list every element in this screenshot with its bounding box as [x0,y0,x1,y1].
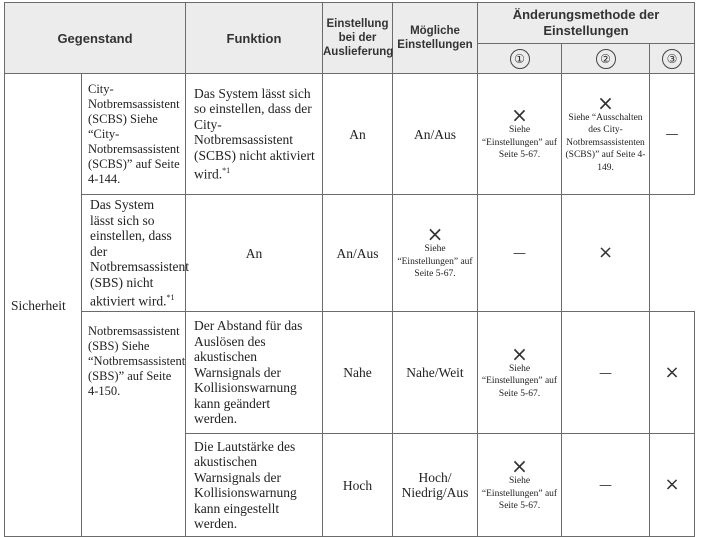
row-function: Die Lautstärke des akustischen Warnsignals der Kollisionswarnung kann eingestellt werden. [186,434,323,537]
row-method-2 [478,195,562,312]
row-method-1 [478,434,562,537]
row-possible: An/Aus [323,195,393,312]
method-1-note: Siehe “Einstellungen” auf Seite 5-67. [481,476,558,512]
cross-icon: × [597,242,614,263]
group-scbs: City-Notbremsassistent (SCBS) Siehe “City-Notbremsassistent (SCBS)” auf Seite 4-144. [82,74,186,195]
row-method-3 [650,74,695,195]
settings-table [4,2,695,537]
dash-icon: — [513,246,526,261]
row-method-1 [393,195,478,312]
method-3-number: ③ [662,49,682,69]
row-default: Hoch [323,434,393,537]
dash-icon: — [665,127,679,142]
section-label: Sicherheit [5,74,82,537]
row-method-2 [562,434,650,537]
table-row [5,74,695,195]
cross-icon: × [511,103,528,128]
header-item: Gegenstand [5,3,186,74]
method-2-note: Siehe “Ausschalten des City-Notbremsassistenten (SCBS)” auf Seite 4-149. [565,112,646,173]
row-possible: Hoch/ Niedrig/Aus [393,434,478,537]
method-2-number: ② [596,49,616,69]
method-1-number: ① [510,49,530,69]
row-default: An [323,74,393,195]
row-possible: An/Aus [393,74,478,195]
method-1-note: Siehe “Einstellungen” auf Seite 5-67. [481,363,558,399]
row-method-2 [562,74,650,195]
row-function: Der Abstand für das Auslösen des akustischen Warnsignals der Kollisionswarnung kann geändert werden. [186,312,323,434]
cross-icon: × [664,361,680,383]
row-default: Nahe [323,312,393,434]
row-default: An [186,195,323,312]
group-sbs: Notbremsassistent (SBS) Siehe “Notbremsassistent (SBS)” auf Seite 4-150. [82,312,186,537]
row-method-3 [650,434,695,537]
header-default-setting: Einstellung bei der Auslieferung [323,3,393,74]
header-method-2 [562,44,650,74]
row-method-3 [650,312,695,434]
row-function: Das System lässt sich so einstellen, dass der City-Notbremsassistent (SCBS) nicht aktiviert wird.$^{*1}$ [186,74,323,195]
row-method-3 [562,195,650,312]
header-possible-settings: Mögliche Einstellungen [393,3,478,74]
dash-icon: — [599,478,612,493]
header-method-3 [650,44,695,74]
table-row [5,312,695,434]
table-row [5,195,695,312]
cross-icon: × [426,222,444,247]
cross-icon: × [597,90,614,115]
cross-icon: × [511,454,528,479]
row-method-1 [478,74,562,195]
method-1-note: Siehe “Einstellungen” auf Seite 5-67. [481,125,558,161]
header-function: Funktion [186,3,323,74]
row-function: Das System lässt sich so einstellen, dass der Notbremsassistent (SBS) nicht aktiviert wird.$^{*1}$ [82,195,186,312]
cross-icon: × [664,474,680,495]
header-change-method: Änderungsmethode der Einstellungen [478,3,695,44]
header-method-1 [478,44,562,74]
row-method-2 [562,312,650,434]
row-method-1 [478,312,562,434]
cross-icon: × [511,341,528,366]
row-possible: Nahe/Weit [393,312,478,434]
method-1-note: Siehe “Einstellungen” auf Seite 5-67. [397,244,473,280]
dash-icon: — [599,365,612,381]
